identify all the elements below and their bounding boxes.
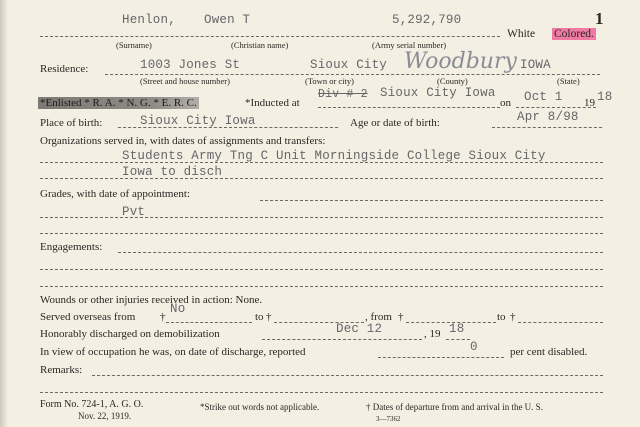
engagements-rule-1 [118,252,603,253]
town-value: Sioux City [310,58,388,72]
overseas-to-label-2: to [497,311,506,323]
remarks-rule-1 [92,375,603,376]
remarks-label: Remarks: [40,364,83,376]
overseas-rule-1 [166,322,252,323]
age-label: Age or date of birth: [350,117,440,129]
street-value: 1003 Jones St [140,58,241,72]
inducted-year-prefix: 19 [584,97,595,109]
christian-name-value: Owen T [204,13,251,27]
caption-christian-name: (Christian name) [231,40,289,50]
disability-rule [378,357,504,358]
grades-rule-2 [40,217,603,218]
organization-line-1: Students Army Tng C Unit Morningside College Sioux City [122,149,546,163]
residence-label: Residence: [40,63,89,75]
organizations-label: Organizations served in, with dates of assignments and transfers: [40,135,326,147]
organization-line-2: Iowa to disch [122,165,223,179]
birth-date-line [492,127,602,128]
form-date: Nov. 22, 1919. [78,411,132,421]
serial-number-value: 5,292,790 [392,13,462,27]
inducted-year-suffix: 18 [597,90,613,104]
discharge-rule [262,339,422,340]
inducted-place-struck: Div # 2 [318,88,368,101]
residence-line [105,74,600,75]
card-number: 1 [595,9,604,28]
race-colored-option: Colored. [554,28,594,40]
grades-rule-1 [260,200,603,201]
overseas-from-label: , from [365,311,392,323]
on-label: on [500,97,511,109]
birth-date-value: Apr 8/98 [517,110,579,124]
birth-place-value: Sioux City Iowa [140,114,256,128]
dates-note: † Dates of departure from and arrival in the U. S. [366,402,543,412]
overseas-dagger-3: † [398,311,404,323]
discharge-year-suffix: 18 [449,322,465,336]
caption-surname: (Surname) [116,40,152,50]
enlisted-options: *Enlisted * R. A. * N. G. * E. R. C. [40,97,197,109]
discharge-label: Honorably discharged on demobilization [40,328,220,340]
disability-value: 0 [470,340,478,354]
grades-label: Grades, with date of appointment: [40,188,190,200]
caption-town: (Town or city) [305,76,354,86]
discharge-date-value: Dec 12 [336,322,383,336]
discharge-year-prefix: , 19 [424,328,441,340]
grade-value: Pvt [122,205,146,219]
discharge-year-rule [446,339,470,340]
grades-rule-3 [40,233,603,234]
name-line [40,36,500,37]
overseas-value: No [170,302,186,316]
strike-note: *Strike out words not applicable. [200,402,320,412]
caption-county: (County) [437,76,468,86]
inducted-date-value: Oct 1 [524,90,563,104]
caption-serial-number: (Army serial number) [372,40,447,50]
overseas-label: Served overseas from [40,311,136,323]
inducted-line [318,107,500,108]
race-white-option: White [507,28,536,40]
birth-place-line [118,127,338,128]
caption-street: (Street and house number) [140,76,230,86]
engagements-label: Engagements: [40,241,103,253]
surname-value: Henlon, [122,13,176,27]
county-handwritten: Woodbury [404,49,517,74]
birth-place-label: Place of birth: [40,117,103,129]
disability-suffix: per cent disabled. [510,346,588,358]
overseas-dagger-4: † [510,311,516,323]
inducted-place-value: Sioux City Iowa [380,86,496,100]
caption-state: (State) [557,76,580,86]
engagements-rule-3 [40,286,603,287]
organizations-rule-2 [40,178,603,179]
form-number: Form No. 724-1, A. G. O. [40,399,144,410]
state-value: IOWA [520,58,551,72]
inducted-label: *Inducted at [245,97,300,109]
overseas-rule-4 [518,322,603,323]
print-code: 3—7362 [376,415,401,423]
engagements-rule-2 [40,269,603,270]
overseas-to-label: to [255,311,264,323]
overseas-dagger-2: † [266,311,272,323]
remarks-rule-2 [40,392,603,393]
overseas-dagger-1: † [160,311,166,323]
disability-label: In view of occupation he was, on date of discharge, reported [40,346,306,358]
wounds-label: Wounds or other injuries received in action: None. [40,294,263,306]
card-left-edge-shadow [0,0,8,427]
organizations-rule-1 [40,162,603,163]
